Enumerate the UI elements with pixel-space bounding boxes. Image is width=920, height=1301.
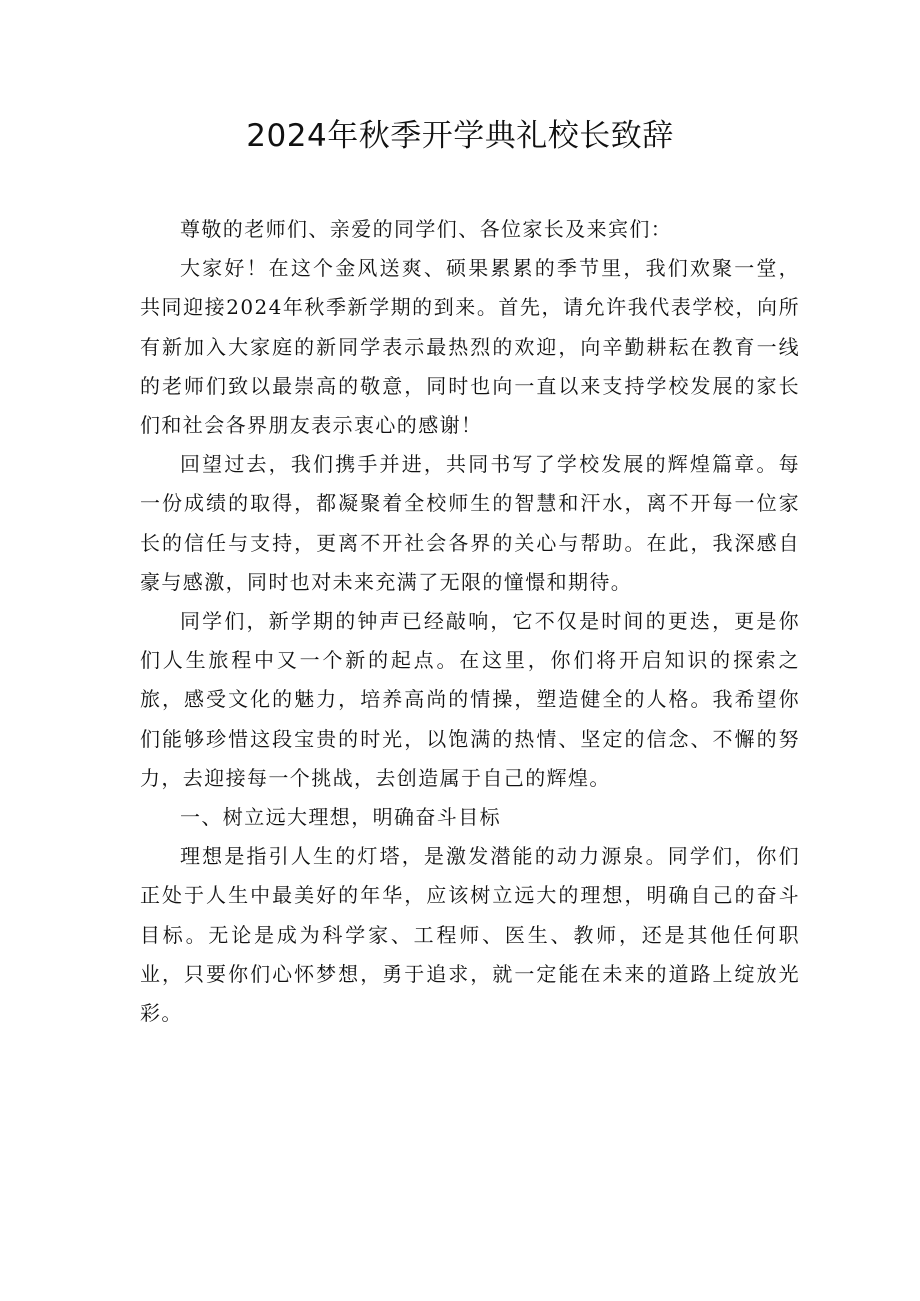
section-heading: 一、树立远大理想，明确奋斗目标 — [180, 805, 501, 830]
document-body — [140, 210, 800, 1033]
paragraph-greeting: 大家好！在这个金风送爽、硕果累累的季节里，我们欢聚一堂，共同迎接2024年秋季新学期的到来。首先，请允许我代表学校，向所有新加入大家庭的新同学表示最热烈的欢迎，向辛勤耕耘在教育一线的老师们致以最崇高的敬意，同时也向一直以来支持学校发展的家长们和社会各界朋友表示衷心的感谢！ — [140, 256, 800, 438]
document-title: 2024年秋季开学典礼校长致辞 — [246, 118, 674, 154]
salutation: 尊敬的老师们、亲爱的同学们、各位家长及来宾们： — [180, 217, 673, 241]
paragraph-new-semester: 同学们，新学期的钟声已经敲响，它不仅是时间的更迭，更是你们人生旅程中又一个新的起点。在这里，你们将开启知识的探索之旅，感受文化的魅力，培养高尚的情操，塑造健全的人格。我希望你们能够珍惜这段宝贵的时光，以饱满的热情、坚定的信念、不懈的努力，去迎接每一个挑战，去创造属于自己的辉煌。 — [140, 609, 800, 790]
paragraph-review: 回望过去，我们携手并进，共同书写了学校发展的辉煌篇章。每一份成绩的取得，都凝聚着全校师生的智慧和汗水，离不开每一位家长的信任与支持，更离不开社会各界的关心与帮助。在此，我深感自豪与感激，同时也对未来充满了无限的憧憬和期待。 — [140, 452, 800, 594]
section-paragraph: 理想是指引人生的灯塔，是激发潜能的动力源泉。同学们，你们正处于人生中最美好的年华，应该树立远大的理想，明确自己的奋斗目标。无论是成为科学家、工程师、医生、教师，还是其他任何职业，只要你们心怀梦想，勇于追求，就一定能在未来的道路上绽放光彩。 — [140, 844, 800, 1026]
